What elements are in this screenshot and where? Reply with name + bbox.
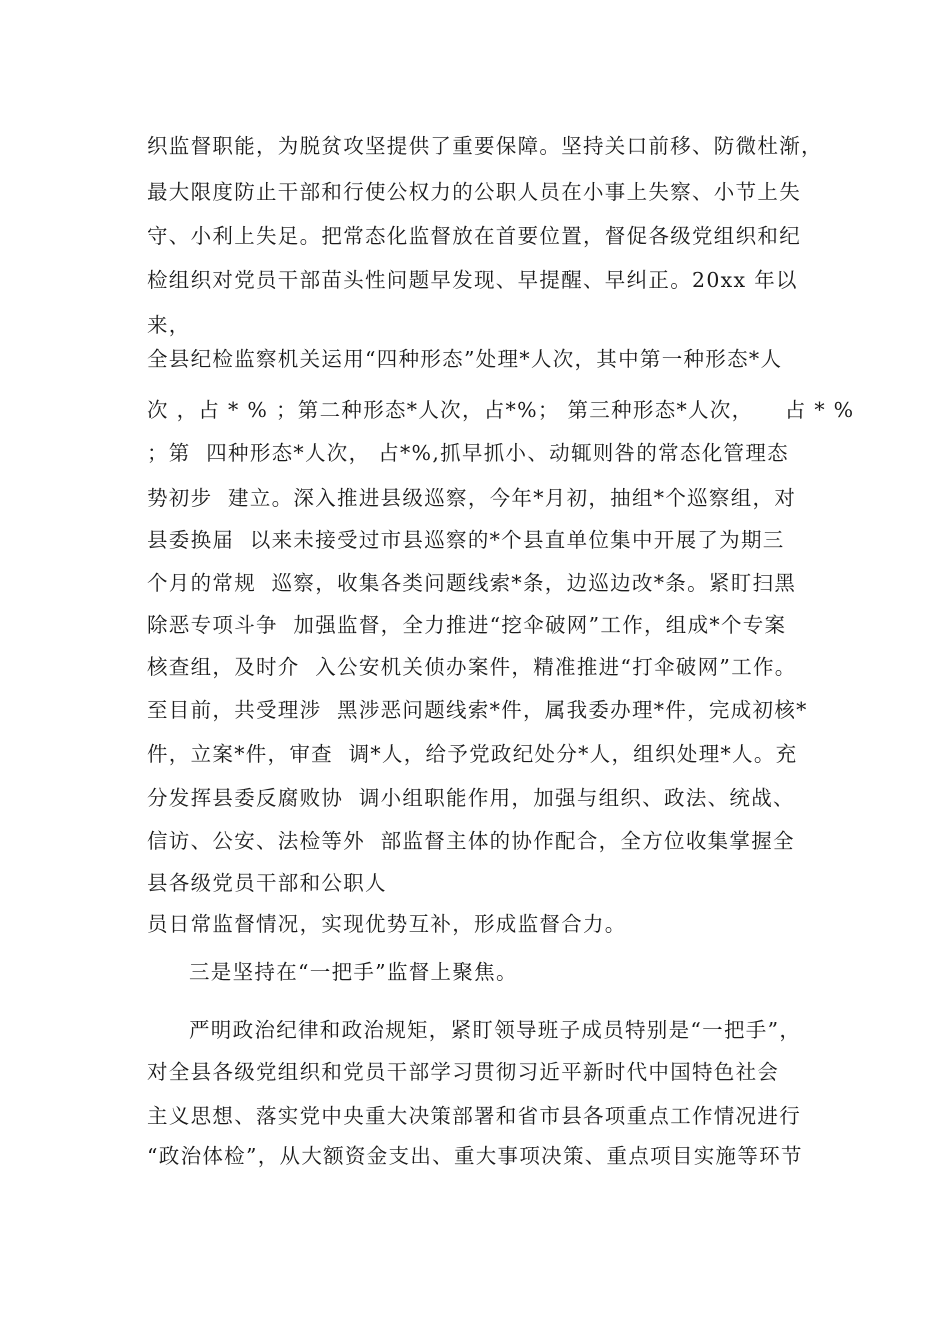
text-line: 守、小利上失足。把常态化监督放在首要位置，督促各级党组织和纪 (147, 224, 801, 248)
text-line: 县各级党员干部和公职人 (147, 871, 387, 895)
text-line: 个月的常规 巡察，收集各类问题线索*条，边巡边改*条。紧盯扫黑 (147, 571, 797, 595)
text-line: 主义思想、落实党中央重大决策部署和省市县各项重点工作情况进行 (147, 1104, 801, 1128)
text-line: 全县纪检监察机关运用“四种形态”处理*人次，其中第一种形态*人 (147, 347, 783, 371)
text-line: 来， (147, 313, 191, 337)
text-line: 最大限度防止干部和行使公权力的公职人员在小事上失察、小节上失 (147, 180, 801, 204)
text-line: 次 ，占 * % ；第二种形态*人次，占*%； 第三种形态*人次， 占 * % (147, 398, 855, 422)
text-line: 至目前，共受理涉 黑涉恶问题线索*件，属我委办理*件，完成初核* (147, 698, 808, 722)
text-line: 除恶专项斗争 加强监督，全力推进“挖伞破网”工作，组成*个专案 (147, 613, 787, 637)
text-line: 严明政治纪律和政治规矩，紧盯领导班子成员特别是“一把手”， (189, 1018, 802, 1042)
text-line: 信访、公安、法检等外 部监督主体的协作配合，全方位收集掌握全 (147, 829, 795, 853)
text-line: 核查组，及时介 入公安机关侦办案件，精准推进“打伞破网”工作。 (147, 655, 797, 679)
text-line: ；第 四种形态*人次， 占*%,抓早抓小、动辄则咎的常态化管理态 (147, 441, 789, 465)
text-line: 分发挥县委反腐败协 调小组职能作用，加强与组织、政法、统战、 (147, 786, 795, 810)
text-line: 对全县各级党组织和党员干部学习贯彻习近平新时代中国特色社会 (147, 1060, 780, 1084)
text-line: “政治体检”，从大额资金支出、重大事项决策、重点项目实施等环节 (147, 1144, 803, 1168)
text-line: 检组织对党员干部苗头性问题早发现、早提醒、早纠正。20xx 年以 (147, 268, 798, 292)
text-line: 员日常监督情况，实现优势互补，形成监督合力。 (147, 912, 627, 936)
text-line: 势初步 建立。深入推进县级巡察，今年*月初，抽组*个巡察组，对 (147, 486, 797, 510)
text-line: 县委换届 以来未接受过市县巡察的*个县直单位集中开展了为期三 (147, 528, 785, 552)
section-heading: 三是坚持在“一把手”监督上聚焦。 (189, 960, 518, 984)
text-line: 件，立案*件，审查 调*人，给予党政纪处分*人，组织处理*人。充 (147, 742, 798, 766)
text-line: 织监督职能，为脱贫攻坚提供了重要保障。坚持关口前移、防微杜渐， (147, 134, 823, 158)
